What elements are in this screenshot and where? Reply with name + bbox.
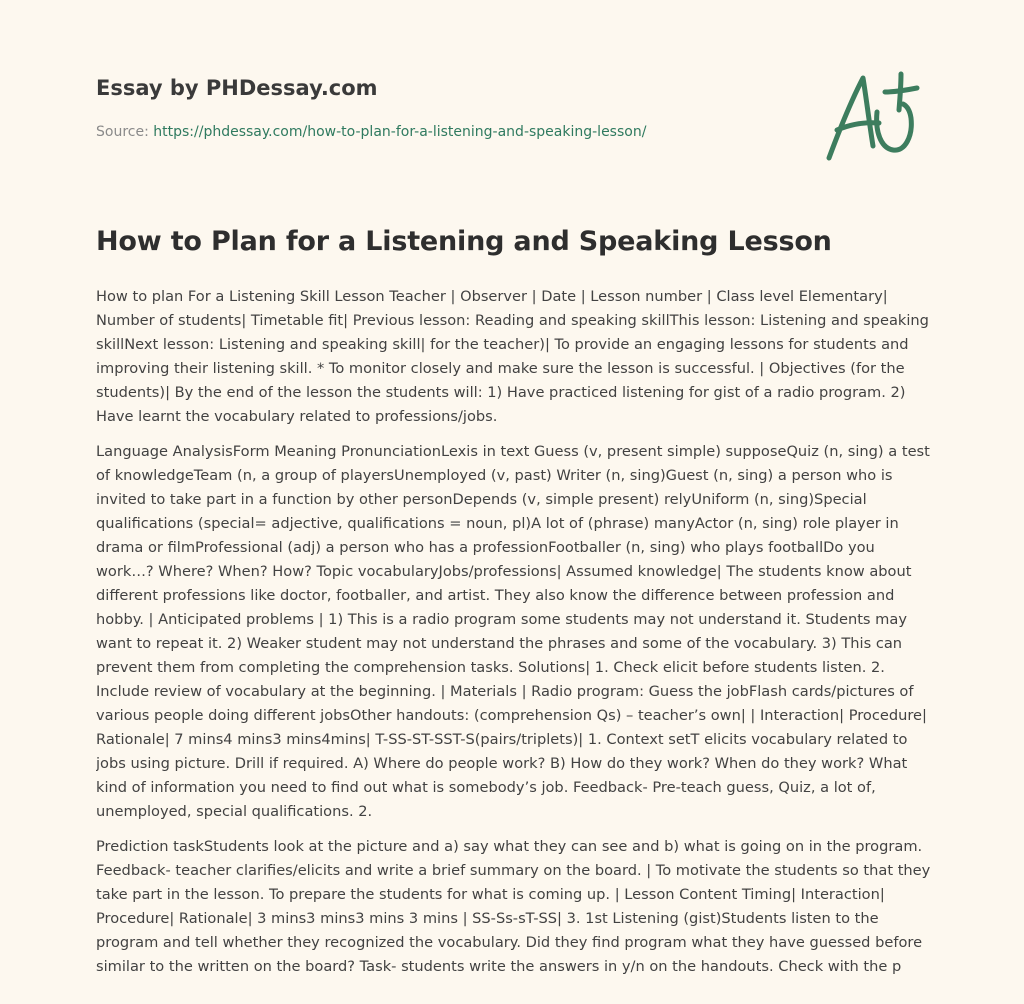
article-paragraph: Prediction taskStudents look at the picture and a) say what they can see and b) what is going on in the program. Feedback- teacher clarifies/elicits and write a brief summary on the board. | To motivate the students so that they take part in the lesson. To prepare the students for what is coming up. | Lesson Content Timing| Interaction| Procedure| Rationale| 3 mins3 mins3 mins 3 mins | SS-Ss-sT-SS| 3. 1st Listening (gist)Students listen to the program and tell whether they recognized the vocabulary. Did they find program what they have guessed before similar to the written on the board? Task- students write the answers in y/n on the handouts. Check with the p	[96, 838, 931, 975]
article-body	[96, 285, 931, 1004]
source-line	[96, 124, 646, 140]
a-plus-logo-icon	[819, 66, 931, 166]
article-paragraph: How to plan For a Listening Skill Lesson Teacher | Observer | Date | Lesson number | Class level Elementary| Number of students| Timetable fit| Previous lesson: Reading and speaking skillThis lesson: Listening and speaking skillNext lesson: Listening and speaking skill| for the teacher)| To provide an engaging lessons for students and improving their listening skill. * To monitor closely and make sure the lesson is successful. | Objectives (for the students)| By the end of the lesson the students will: 1) Have practiced listening for gist of a radio program. 2) Have learnt the vocabulary related to professions/jobs.	[96, 288, 929, 425]
article-paragraph: Language AnalysisForm Meaning PronunciationLexis in text Guess (v, present simple) supposeQuiz (n, sing) a test of knowledgeTeam (n, a group of playersUnemployed (v, past) Writer (n, sing)Guest (n, sing) a person who is invited to take part in a function by other personDepends (v, simple present) relyUniform (n, sing)Special qualifications (special= adjective, qualifications = noun, pl)A lot of (phrase) manyActor (n, sing) role player in drama or filmProfessional (adj) a person who has a professionFootballer (n, sing) who plays footballDo you work…? Where? When? How? Topic vocabularyJobs/professions| Assumed knowledge| The students know about different professions like doctor, footballer, and artist. They also know the difference between profession and hobby. | Anticipated problems | 1) This is a radio program some students may not understand it. Students may want to repeat it. 2) Weaker student may not understand the phrases and some of the vocabulary. 3) This can prevent them from completing the comprehension tasks. Solutions| 1. Check elicit before students listen. 2. Include review of vocabulary at the beginning. | Materials | Radio program: Guess the jobFlash cards/pictures of various people doing different jobsOther handouts: (comprehension Qs) – teacher’s own| | Interaction| Procedure| Rationale| 7 mins4 mins3 mins4mins| T-SS-ST-SST-S(pairs/triplets)| 1. Context setT elicits vocabulary related to jobs using picture. Drill if required. A) Where do people work? B) How do they work? When do they work? What kind of information you need to find out what is somebody’s job. Feedback- Pre-teach guess, Quiz, a lot of, unemployed, special qualifications. 2.	[96, 443, 930, 820]
source-label: Source:	[96, 124, 154, 140]
source-link[interactable]: https://phdessay.com/how-to-plan-for-a-listening-and-speaking-lesson/	[153, 124, 647, 140]
article-title: How to Plan for a Listening and Speaking Lesson	[96, 226, 832, 257]
brand-title: Essay by PHDessay.com	[96, 76, 378, 100]
